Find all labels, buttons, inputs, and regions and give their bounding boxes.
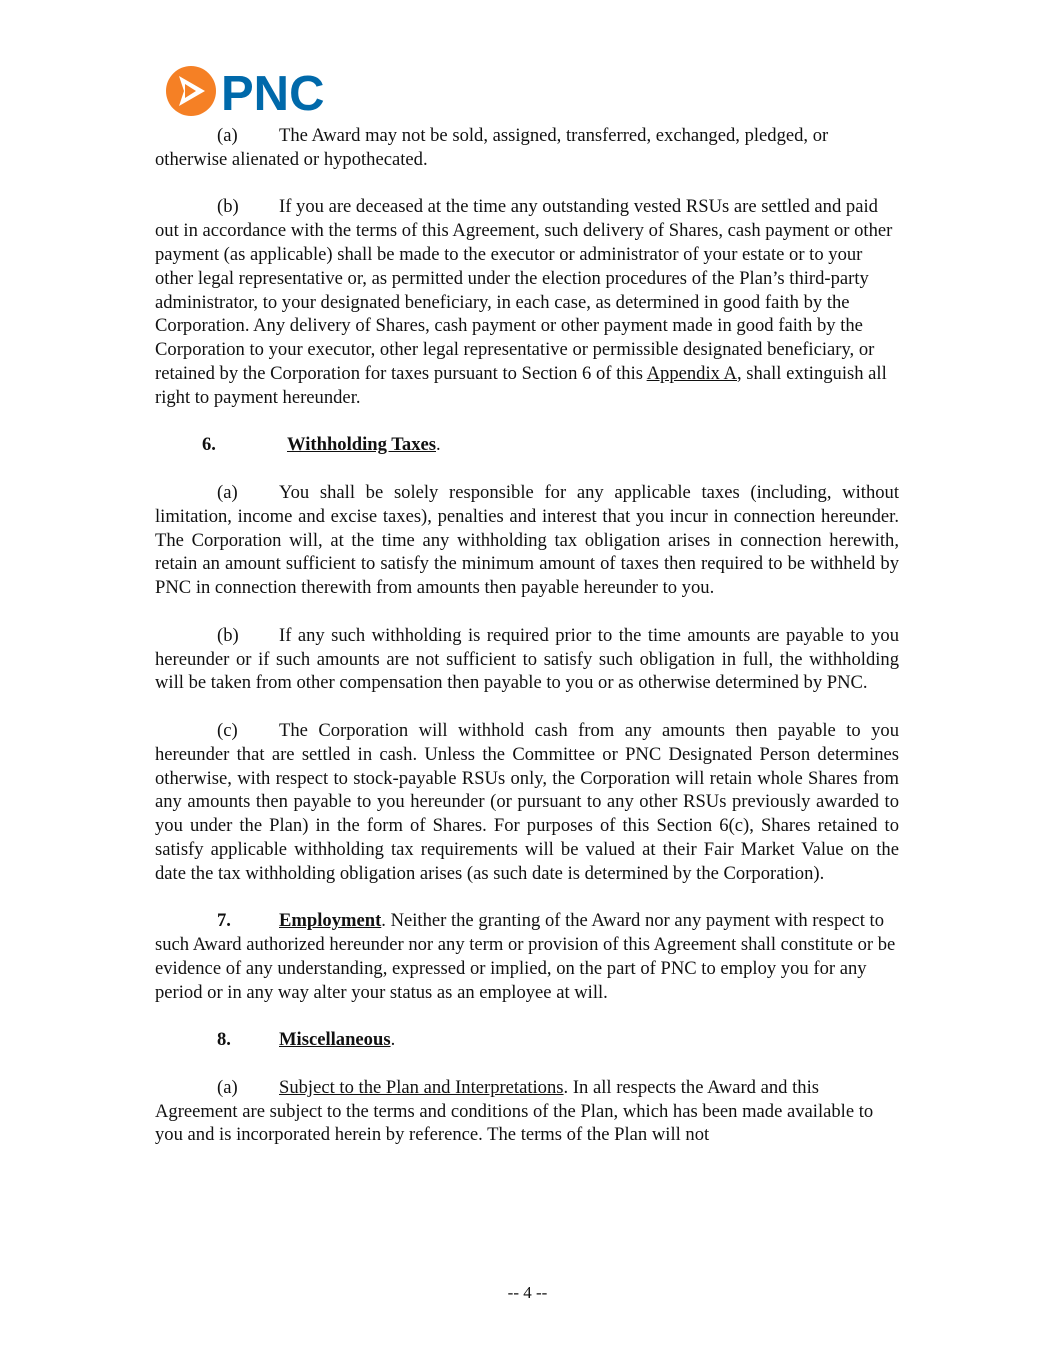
paragraph-6c [155, 719, 899, 886]
section-number: 8. [217, 1029, 231, 1051]
clause-text: You shall be solely responsible for any applicable taxes (including, without limitation, income and excise taxes), penalties and interest that you incur in connection hereunder. The Corporation will, at the time any withholding tax obligation arises in connection herewith, retain an amount sufficient to satisfy the minimum amount of taxes then required to be withheld by PNC in connection therewith from amounts then payable hereunder to you. [155, 481, 899, 599]
clause-text: The Corporation will withhold cash from any amounts then payable to you hereunder that are settled in cash. Unless the Committee or PNC Designated Person determines otherwise, with respect to stock-payable RSUs only, the Corporation will retain whole Shares from any amounts then payable to you hereunder (or pursuant to any other RSUs previously awarded to you under the Plan) in the form of Shares. For purposes of this Section 6(c), Shares retained to satisfy applicable withholding tax requirements will be valued at their Fair Market Value on the date the tax withholding obligation arises (as such date is determined by the Corporation). [155, 719, 899, 884]
clause-text: . In all respects the Award and this Agreement are subject to the terms and conditions of the Plan, which has been made available to you and is incorporated herein by reference. The terms of the Plan will not [155, 1076, 874, 1146]
clause-label: (c) [217, 719, 238, 741]
section-text: . Neither the granting of the Award nor any payment with respect to such Award authorized hereunder nor any term or provision of this Agreement shall constitute or be evidence of any understanding, expressed or implied, on the part of PNC to employ you for any period or in any way alter your status as an employee at will. [155, 910, 896, 1003]
section-number: 6. [202, 434, 216, 456]
clause-label: (a) [217, 1076, 238, 1098]
clause-label: (a) [217, 125, 238, 146]
paragraph-7 [155, 909, 899, 1004]
clause-text-end: , shall extinguish all right to payment hereunder. [155, 362, 887, 408]
section-title: Withholding Taxes [287, 434, 436, 456]
pnc-logo-icon [165, 66, 340, 118]
appendix-a-link: Appendix A [646, 362, 737, 384]
paragraph-6b [155, 624, 899, 695]
section-title: Miscellaneous [279, 1029, 391, 1051]
clause-text: If you are deceased at the time any outstanding vested RSUs are settled and paid out in accordance with the terms of this Agreement, such delivery of Shares, cash payment or other payment (as applicable) shall be made to the executor or administrator of your estate or to your other legal representative or, as permitted under the election procedures of the Plan’s third-party administrator, to your designated beneficiary, in each case, as determined in good faith by the Corporation. Any delivery of Shares, cash payment or other payment made in good faith by the Corporation to your executor, other legal representative or permissible designated beneficiary, or retained by the Corporation for taxes pursuant to Section 6 of this [155, 196, 893, 384]
section-8-heading: 8. Miscellaneous. [217, 1029, 396, 1051]
clause-text: The Award may not be sold, assigned, transferred, exchanged, pledged, or otherwise alienated or hypothecated. [155, 125, 829, 170]
section-6-heading: 6. Withholding Taxes. [202, 434, 441, 456]
clause-label: (b) [217, 196, 239, 218]
section-number: 7. [217, 910, 231, 932]
page-number: -- 4 -- [507, 1283, 548, 1302]
paragraph-5b [155, 195, 899, 409]
pnc-logo [165, 66, 340, 118]
section-title: Employment [279, 910, 382, 932]
paragraph-8a [155, 1076, 899, 1147]
clause-heading: Subject to the Plan and Interpretations [279, 1076, 564, 1098]
logo-wordmark: PNC [221, 67, 325, 118]
clause-label: (a) [217, 481, 238, 503]
document-body [155, 124, 899, 1171]
paragraph-6a [155, 481, 899, 600]
paragraph-5a [155, 124, 899, 172]
clause-label: (b) [217, 624, 239, 646]
clause-text: If any such withholding is required prior to the time amounts are payable to you hereunder or if such amounts are not sufficient to satisfy such obligation in full, the withholding will be taken from other compensation then payable to you or as otherwise determined by PNC. [155, 624, 899, 694]
